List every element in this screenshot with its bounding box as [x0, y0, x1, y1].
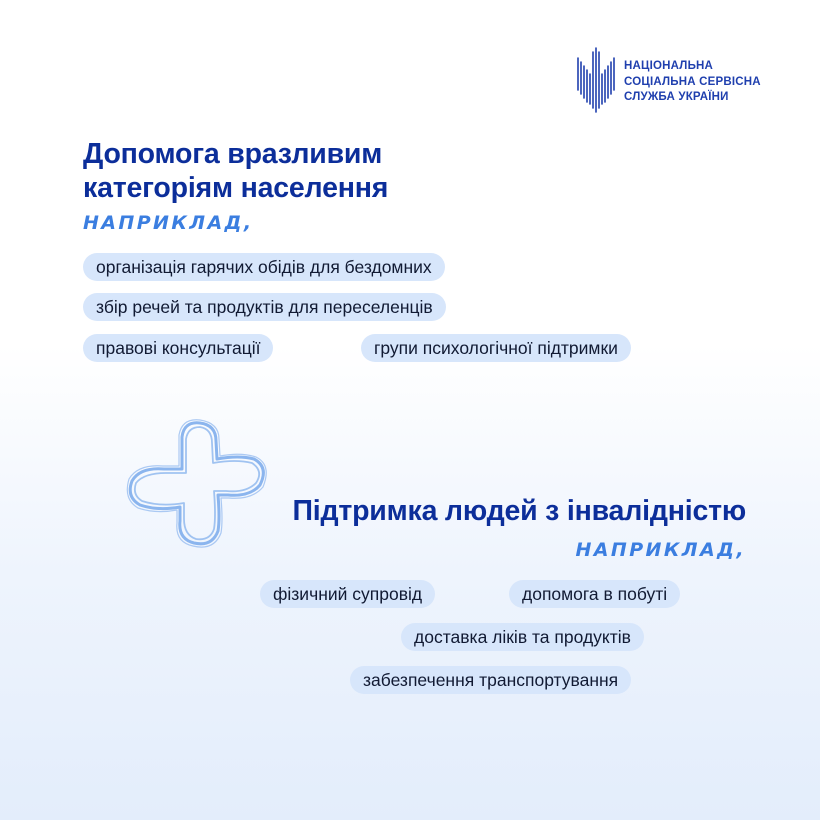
section2-item: забезпечення транспортування	[350, 666, 631, 694]
section1-title-line1: Допомога вразливим	[83, 138, 383, 170]
section1-title-line2: категоріям населення	[83, 172, 389, 204]
section2-example-label: НАПРИКЛАД,	[575, 539, 746, 561]
trident-icon	[574, 44, 620, 116]
logo-line: СЛУЖБА УКРАЇНИ	[624, 91, 729, 103]
section1-example-label: НАПРИКЛАД,	[83, 212, 254, 234]
section1-item: правові консультації	[83, 334, 273, 362]
section1-item: групи психологічної підтримки	[361, 334, 631, 362]
section1-item: організація гарячих обідів для бездомних	[83, 253, 445, 281]
section2-item: фізичний супровід	[260, 580, 435, 608]
section2-item: допомога в побуті	[509, 580, 680, 608]
section1-title	[83, 137, 563, 205]
plus-cross-icon	[124, 415, 274, 555]
logo-text	[624, 59, 761, 106]
section1-item: збір речей та продуктів для переселенців	[83, 293, 446, 321]
logo-line: СОЦІАЛЬНА СЕРВІСНА	[624, 75, 761, 88]
section2-title: Підтримка людей з інвалідністю	[292, 495, 746, 527]
logo	[574, 44, 784, 116]
logo-line: НАЦІОНАЛЬНА	[624, 60, 714, 72]
section2-item: доставка ліків та продуктів	[401, 623, 644, 651]
